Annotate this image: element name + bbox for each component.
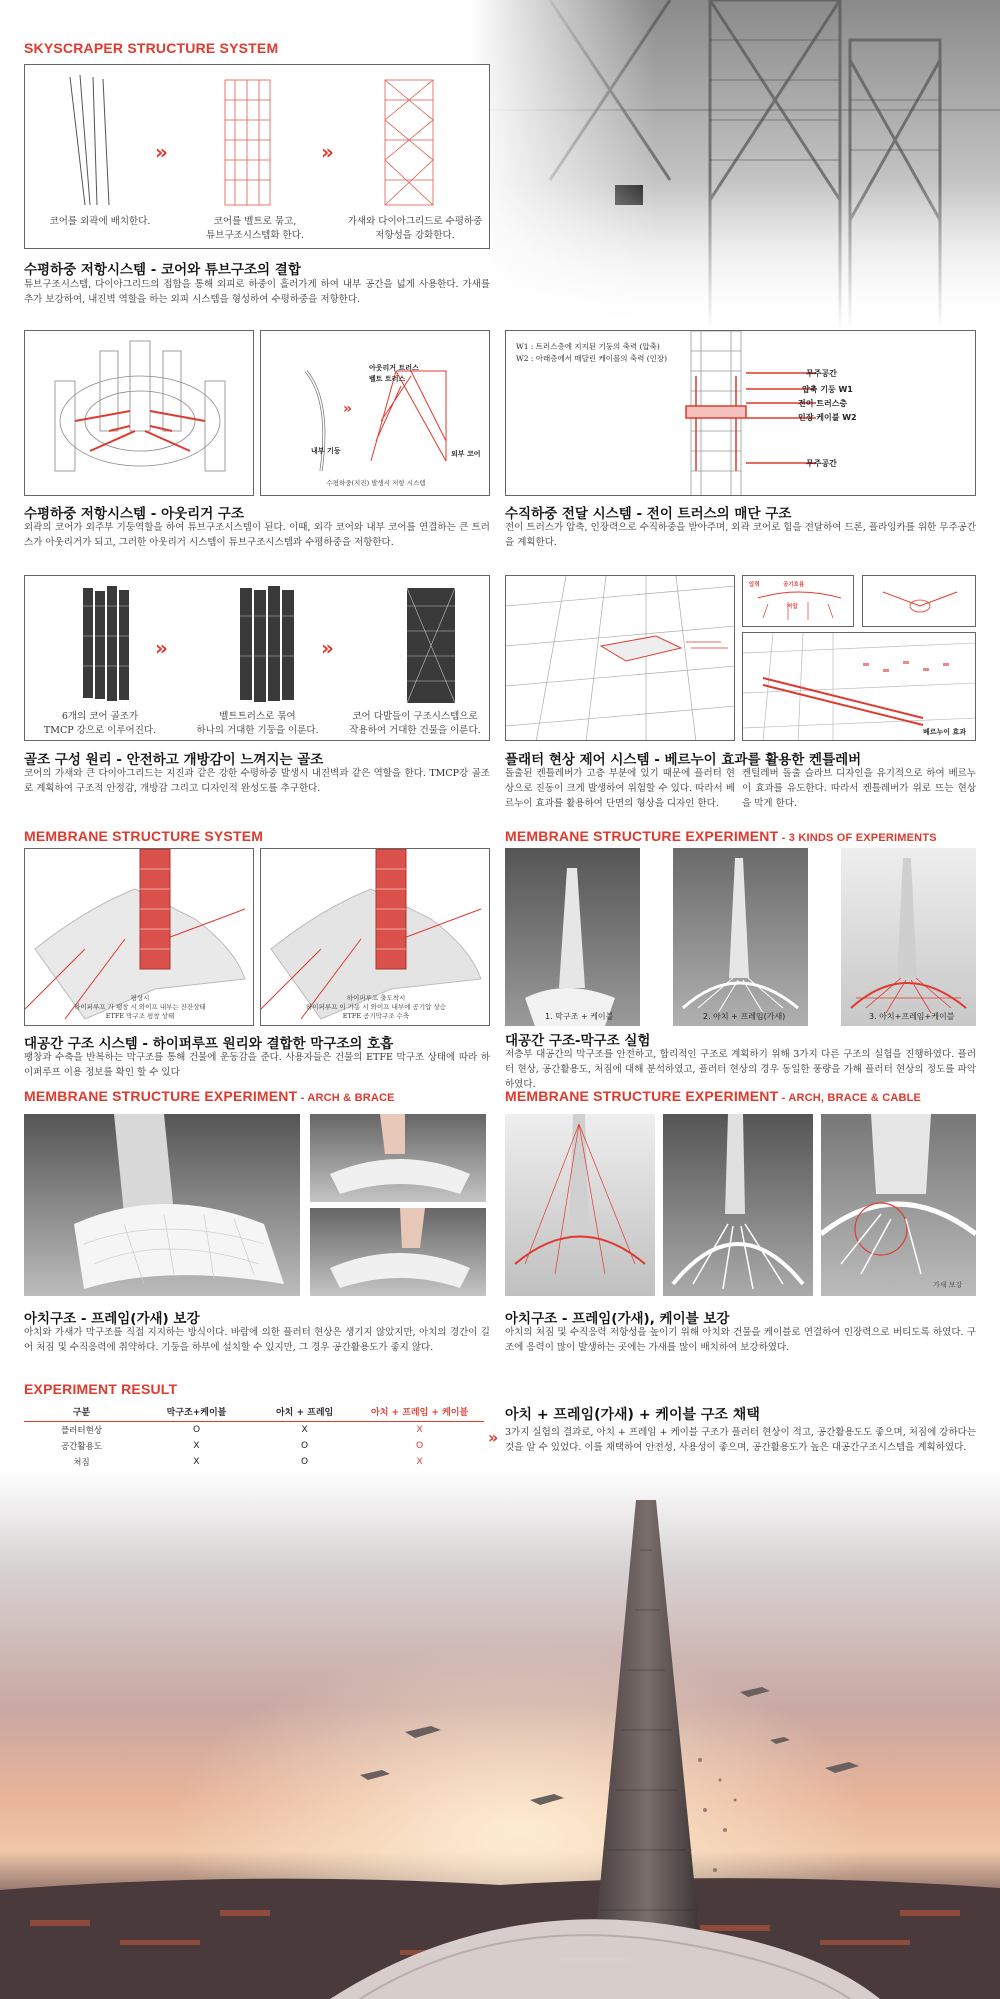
membrane-hyperloop-caption: 하이퍼루프 출도착시 하이퍼루프 이 가동 시 와이프 내부에 공기압 상승 ETFE 공기막구조 수축 <box>305 994 447 1020</box>
table-row <box>24 1454 484 1470</box>
frame-caption-1: 6개의 코어 골조가 TMCP 강으로 이루어진다. <box>43 711 157 736</box>
hero-render-image <box>0 1470 1000 1999</box>
arch-brace-title-main: MEMBRANE STRUCTURE EXPERIMENT <box>24 1088 298 1104</box>
header-membrane-cable: 막구조+케이블 <box>139 1402 254 1422</box>
heading-outrigger: 수평하중 저항시스템 - 아웃리거 구조 <box>24 506 245 522</box>
note-w1: W1 : 트러스층에 지지된 기둥의 축력 (압축) <box>516 342 660 351</box>
section-title-experiment-result: EXPERIMENT RESULT <box>24 1381 178 1397</box>
outrigger-section-panel <box>260 330 490 496</box>
top-render-image <box>470 0 1000 330</box>
body-transfer-truss: 전이 트러스가 압축, 인장력으로 수직하중을 받아주며, 외곽 코어로 힘을 전달하여 드론, 플라잉카를 위한 무주공간을 계획한다. <box>505 522 976 548</box>
flutter-slab-panel <box>862 575 976 627</box>
core-caption-1: 코어를 외곽에 배치한다. <box>49 216 151 227</box>
table-cell: O <box>192 1425 201 1435</box>
note-w2: W2 : 아래층에서 매달린 케이블의 축력 (인장) <box>516 354 668 363</box>
tag-airflow: 공기흐름 <box>783 582 805 588</box>
table-row <box>24 1422 484 1439</box>
core-caption-3: 가새와 다이아그리드로 수평하중 저항성을 강화한다. <box>347 216 483 241</box>
label-column-free-bottom: 무주공간 <box>806 459 837 468</box>
table-cell: X <box>193 1457 200 1467</box>
table-cell: X <box>193 1441 200 1451</box>
heading-transfer-truss: 수직하중 전달 시스템 - 전이 트러스의 매단 구조 <box>505 506 792 522</box>
label-transfer-truss: 전이 트러스층 <box>798 399 848 408</box>
core-diagram-panel <box>24 64 490 249</box>
experiment-photo-2 <box>673 848 808 1026</box>
row-label: 처짐 <box>73 1458 90 1468</box>
arch-brace-photo-bottom <box>310 1208 486 1296</box>
label-tension-cable: 인장 케이블 W2 <box>798 413 857 422</box>
outrigger-caption: 수평하중(지진) 발생시 저항 시스템 <box>326 479 426 487</box>
label-compression-column: 압축 기둥 W1 <box>802 385 853 394</box>
flutter-cantilever-panel <box>742 632 976 741</box>
flutter-tower-panel <box>505 575 735 741</box>
label-outer-core: 외부 코어 <box>451 450 481 458</box>
abc-title-sub: - ARCH, BRACE & CABLE <box>778 1092 922 1104</box>
core-caption-2: 코어를 벨트로 묶고, 튜브구조시스템화 한다. <box>206 216 304 241</box>
exp-title-main: MEMBRANE STRUCTURE EXPERIMENT <box>505 828 779 844</box>
heading-arch-brace: 아치구조 - 프레임(가새) 보강 <box>24 1311 200 1327</box>
label-outrigger-truss: 아웃리거 트러스 <box>369 364 419 372</box>
body-frame: 코어의 가새와 큰 다이아그리드는 지진과 같은 강한 수평하중 발생시 내진벽과 같은 역할을 한다. TMCP강 골조로 계획하여 구조적 안정감, 개방감 그리고 디자인적 완성도를 추구한다. <box>24 768 490 794</box>
frame-diagram-panel <box>24 575 490 741</box>
section-title-membrane-system: MEMBRANE STRUCTURE SYSTEM <box>24 828 264 844</box>
experiment-photo-3 <box>841 848 976 1026</box>
header-category: 구분 <box>24 1402 139 1422</box>
label-inner-column: 내부 기둥 <box>311 447 341 455</box>
abc-photo-2 <box>663 1114 813 1296</box>
body-flutter-right: 켄틸레버 돌출 슬라브 디자인을 유기적으로 하여 베르누이 효과를 유도한다. 따라서 켄틀레버가 위로 뜨는 현상을 막게 한다. <box>742 768 976 809</box>
body-result: 3가지 실험의 결과로, 아치 + 프레임 + 케이블 구조가 플러터 현상이 적고, 공간활용도도 좋으며, 처짐에 강하다는 것을 알 수 있었다. 이를 채택하여 안전성, 사용성이 좋으며, 공간활용도가 높은 대공간구조시스템을 계획하였다. <box>505 1427 976 1453</box>
body-arch-brace: 아치와 가새가 막구조를 직접 지지하는 방식이다. 바람에 의한 플러터 현상은 생기지 않았지만, 아치의 경간이 길어 처짐 및 수직응력에 취약하다. 기둥을 하부에 설치할 수 있지만, 그 경우 공간활용도가 좋지 않다. <box>24 1327 490 1353</box>
arrow-icon: » <box>488 1428 499 1447</box>
heading-arch-brace-cable: 아치구조 - 프레임(가새), 케이블 보강 <box>505 1311 730 1327</box>
flutter-section-panel <box>742 575 854 627</box>
arrow-icon: » <box>321 636 334 660</box>
section-title-arch-brace <box>24 1088 395 1104</box>
abc-photo-label: 가새 보강 <box>933 1281 963 1289</box>
body-horizontal-core: 튜브구조시스템, 다이아그리드의 접합을 통해 외피로 하중이 흘러가게 하여 내부 공간을 넓게 사용한다. 가새를 추가 보강하여, 내진벽 역할을 하는 외피 시스템을 형성하여 수평하중을 저항한다. <box>24 279 490 305</box>
heading-horizontal-core: 수평하중 저항시스템 - 코어와 튜브구조의 결합 <box>24 262 301 278</box>
body-membrane-experiment: 저층부 대공간의 막구조를 안전하고, 합리적인 구조로 계획하기 위해 3가지 다른 구조의 실험을 진행하였다. 플러터 현상, 공간활용도, 처짐에 대해 분석하였고, 플러터 현상의 경우 동일한 풍량을 가해 플러터 현상의 정도를 파악하였다. <box>505 1049 976 1090</box>
table-row <box>24 1438 484 1454</box>
label-belt-truss: 벨트 트러스 <box>369 375 406 383</box>
row-label: 공간활용도 <box>60 1442 103 1452</box>
section-title-3-experiments <box>505 828 937 844</box>
table-cell: O <box>301 1441 309 1451</box>
outrigger-plan-panel <box>24 330 254 496</box>
heading-flutter: 플래터 현상 제어 시스템 - 베르누이 효과를 활용한 켄틀레버 <box>505 752 862 768</box>
abc-title-main: MEMBRANE STRUCTURE EXPERIMENT <box>505 1088 779 1104</box>
row-label: 플러터현상 <box>60 1426 103 1436</box>
frame-caption-2: 벨트트러스로 묶여 하나의 거대한 기둥을 이룬다. <box>196 711 319 736</box>
abc-photo-3 <box>821 1114 976 1296</box>
membrane-hyperloop-panel <box>260 848 490 1026</box>
exp-title-sub: - 3 KINDS OF EXPERIMENTS <box>778 832 937 844</box>
arrow-icon: » <box>321 140 334 164</box>
membrane-normal-caption: 평상시 하이퍼루프 가 팽창 시 와이프 내부는 잔잔상태 ETFE 막구조 평창 상태 <box>74 994 206 1020</box>
header-arch-frame-cable: 아치 + 프레임 + 케이블 <box>355 1402 484 1422</box>
heading-result: 아치 + 프레임(가새) + 케이블 구조 채택 <box>505 1407 760 1423</box>
tag-low-pressure: 저압 <box>787 604 798 610</box>
body-arch-brace-cable: 아치의 처짐 및 수직응력 저항성을 높이기 위해 아치와 건물을 케이블로 연결하여 인장력으로 버티도록 하였다. 구조에 응력이 많이 발생하는 곳에는 가새를 많이 배치하여 보강하였다. <box>505 1327 976 1353</box>
experiment-photo-1 <box>505 848 640 1026</box>
transfer-truss-panel <box>505 330 976 496</box>
table-cell: X <box>301 1425 308 1435</box>
membrane-normal-panel <box>24 848 254 1026</box>
result-table-header <box>24 1402 484 1422</box>
label-bernoulli: 베르누이 효과 <box>923 728 967 736</box>
experiment-caption-3: 3. 아치+프레임+케이블 <box>869 1012 955 1021</box>
arch-brace-photo-main <box>24 1114 300 1296</box>
heading-frame: 골조 구성 원리 - 안전하고 개방감이 느껴지는 골조 <box>24 752 324 768</box>
arrow-icon: » <box>155 140 168 164</box>
section-title-arch-brace-cable <box>505 1088 921 1104</box>
arrow-icon: » <box>343 401 353 417</box>
arrow-icon: » <box>155 636 168 660</box>
tag-pressure: 압력 <box>749 582 760 588</box>
arch-brace-title-sub: - ARCH & BRACE <box>297 1092 395 1104</box>
body-membrane-system: 팽창과 수축을 반복하는 막구조를 통해 건물에 운동감을 준다. 사용자들은 건물의 ETFE 막구조 상태에 따라 하이퍼루프 이용 정보를 확인 할 수 있다 <box>24 1052 490 1078</box>
abc-photo-1 <box>505 1114 655 1296</box>
table-cell: X <box>416 1425 423 1435</box>
experiment-caption-1: 1. 막구조 + 케이블 <box>545 1012 614 1021</box>
section-title-skyscraper: SKYSCRAPER STRUCTURE SYSTEM <box>24 40 279 56</box>
result-table <box>24 1402 484 1470</box>
label-column-free-top: 무주공간 <box>806 369 837 378</box>
body-flutter-left: 돌출된 켄틀레버가 고층 부분에 있기 때문에 플러터 현상으로 진동이 크게 발생하여 위험할 수 있다. 따라서 베르누이 효과를 활용하여 단면의 형상을 디자인 한다. <box>505 768 735 809</box>
arch-brace-photo-top <box>310 1114 486 1202</box>
table-cell: O <box>301 1457 309 1467</box>
heading-membrane-system: 대공간 구조 시스템 - 하이퍼루프 원리와 결합한 막구조의 호흡 <box>24 1036 394 1052</box>
experiment-caption-2: 2. 아치 + 프레임(가새) <box>703 1012 786 1021</box>
table-cell: O <box>416 1441 424 1451</box>
header-arch-frame: 아치 + 프레임 <box>254 1402 355 1422</box>
frame-caption-3: 코어 다발들이 구조시스템으로 작용하여 거대한 건물을 이룬다. <box>349 711 481 736</box>
table-cell: X <box>416 1457 423 1467</box>
heading-membrane-experiment: 대공간 구조-막구조 실험 <box>505 1033 651 1049</box>
body-outrigger: 외곽의 코어가 외주부 기둥역할을 하여 튜브구조시스템이 된다. 이때, 외각 코어와 내부 코어를 연결하는 큰 트러스가 아웃리거가 되고, 그러한 아웃리거 시스템이 튜브구조시스템과 수평하중을 저항한다. <box>24 522 490 548</box>
